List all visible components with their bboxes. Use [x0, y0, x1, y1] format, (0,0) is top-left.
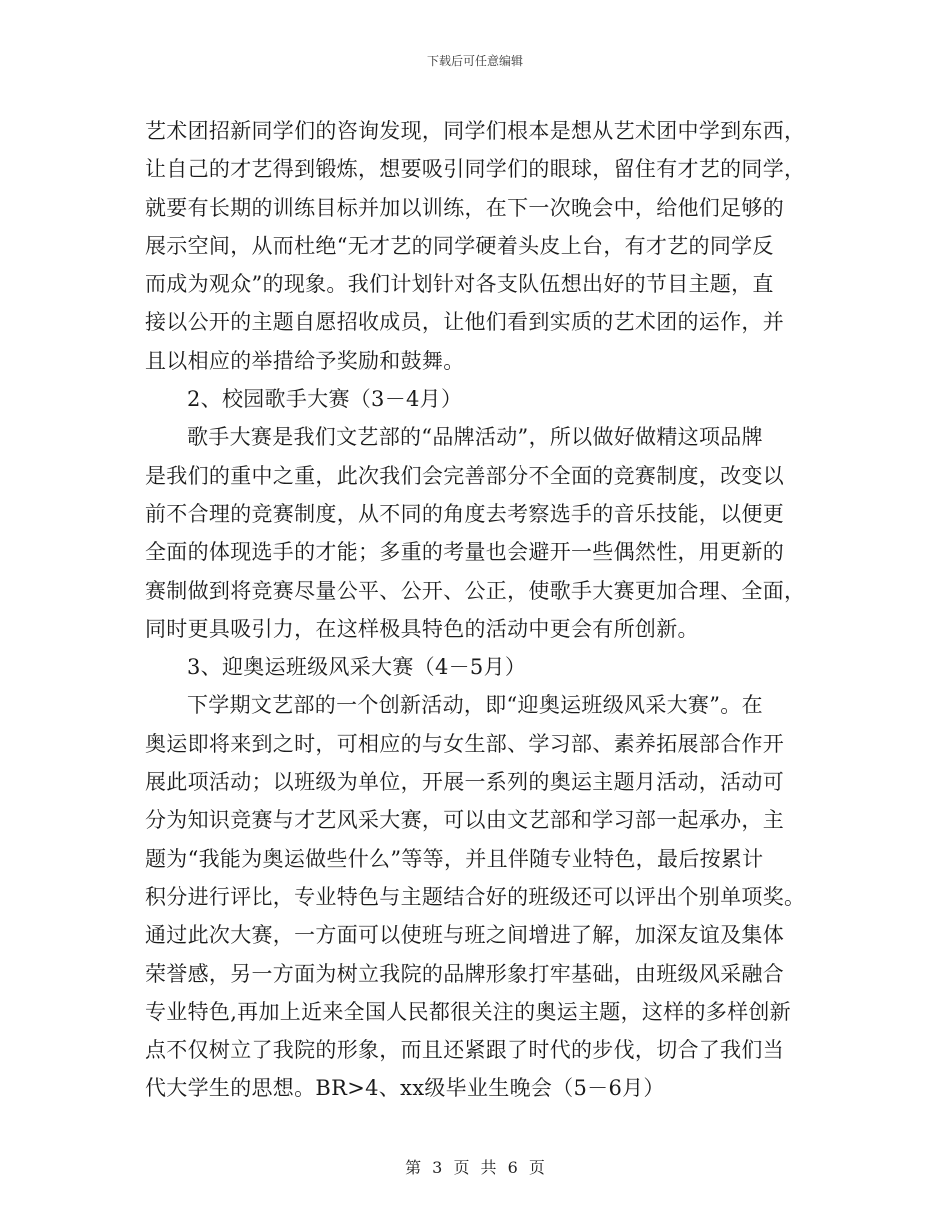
- text-line: 2、校园歌手大赛（3－4月）: [187, 387, 463, 412]
- page-header: 下载后可任意编辑: [426, 54, 523, 68]
- text-line: 赛制做到将竞赛尽量公平、公开、公正，使歌手大赛更加合理、全面，: [145, 578, 805, 603]
- text-line: 奥运即将来到之时，可相应的与女生部、学习部、素养拓展部合作开: [145, 731, 784, 756]
- text-line: 展示空间，从而杜绝“无才艺的同学硬着头皮上台，有才艺的同学反: [145, 233, 774, 258]
- text-line: 3、迎奥运班级风采大赛（4－5月）: [187, 655, 527, 680]
- text-line: 前不合理的竞赛制度，从不同的角度去考察选手的音乐技能，以便更: [145, 501, 784, 526]
- text-line: 全面的体现选手的才能；多重的考量也会避开一些偶然性，用更新的: [145, 540, 784, 565]
- text-line: 而成为观众”的现象。我们计划针对各支队伍想出好的节目主题，直: [145, 272, 774, 297]
- text-line: 歌手大赛是我们文艺部的“品牌活动”，所以做好做精这项品牌: [187, 425, 763, 450]
- document-body: [145, 112, 805, 1108]
- text-line: 同时更具吸引力，在这样极具特色的活动中更会有所创新。: [145, 616, 699, 641]
- text-line: 题为“我能为奥运做些什么”等等，并且伴随专业特色，最后按累计: [145, 846, 764, 871]
- page-number: 第 3 页 共 6 页: [405, 1158, 545, 1177]
- text-line: 荣誉感，另一方面为树立我院的品牌形象打牢基础，由班级风采融合: [145, 961, 784, 986]
- text-line: 且以相应的举措给予奖励和鼓舞。: [145, 348, 465, 373]
- text-line: 点不仅树立了我院的形象，而且还紧跟了时代的步伐，切合了我们当: [145, 1038, 784, 1063]
- text-line: 分为知识竞赛与才艺风采大赛，可以由文艺部和学习部一起承办，主: [145, 808, 784, 833]
- text-line: 艺术团招新同学们的咨询发现，同学们根本是想从艺术团中学到东西，: [145, 119, 805, 143]
- text-line: 积分进行评比，专业特色与主题结合好的班级还可以评出个别单项奖。: [145, 884, 805, 909]
- text-line: 代大学生的思想。BR>4、xx级毕业生晚会（5－6月）: [145, 1076, 665, 1101]
- text-line: 让自己的才艺得到锻炼，想要吸引同学们的眼球，留住有才艺的同学，: [145, 157, 805, 182]
- text-line: 下学期文艺部的一个创新活动，即“迎奥运班级风采大赛”。在: [187, 693, 763, 718]
- text-line: 专业特色,再加上近来全国人民都很关注的奥运主题，这样的多样创新: [145, 999, 791, 1024]
- text-line: 接以公开的主题自愿招收成员，让他们看到实质的艺术团的运作，并: [145, 310, 784, 335]
- text-line: 是我们的重中之重，此次我们会完善部分不全面的竞赛制度，改变以: [145, 463, 784, 488]
- text-line: 就要有长期的训练目标并加以训练，在下一次晚会中，给他们足够的: [145, 195, 784, 220]
- text-line: 通过此次大赛，一方面可以使班与班之间增进了解，加深友谊及集体: [145, 923, 784, 948]
- text-line: 展此项活动；以班级为单位，开展一系列的奥运主题月活动，活动可: [145, 770, 784, 795]
